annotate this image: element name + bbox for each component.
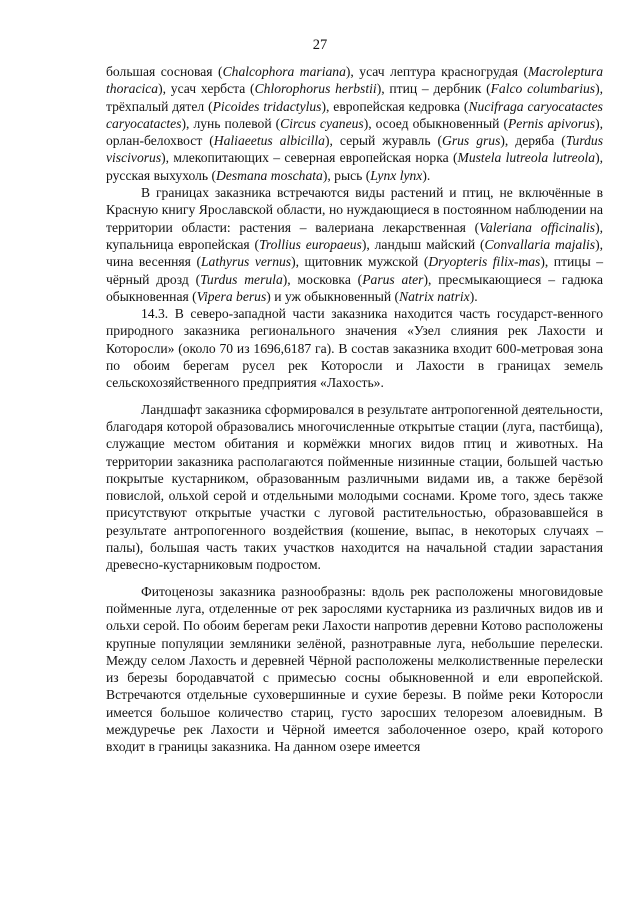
species-latin-name: Lynx lynx [370,167,423,183]
text-run: ), европейская кедровка ( [321,98,469,114]
species-latin-name: Turdus merula [200,271,283,287]
species-latin-name: Chlorophorus herbstii [254,81,377,97]
species-latin-name: Grus grus [442,133,501,149]
text-run: большая сосновая ( [106,64,223,79]
paragraph-red-book-species [106,63,603,184]
text-run: ), усач хербста ( [158,81,255,97]
species-latin-name: Parus ater [362,271,424,287]
page-number: 27 [312,37,328,53]
text-run: ), рысь ( [322,167,371,183]
paragraph-landscape [106,401,603,574]
paragraph-monitored-species [106,184,603,305]
species-latin-name: Mustela lutreola lutreola [457,150,596,166]
paragraph-phytocenoses [106,583,603,756]
body-text [106,63,603,756]
text-run: ), купальница европейская ( [106,219,604,252]
text-run: Ландшафт заказника сформировался в результате антропогенной деятельности, благодаря которой образовались многочисленные открытые стации (луга, пастбища), служащие местом обитания и кормёжки многих видов птиц и животных. На территории заказника располагаются пойменные низинные стации, большей частью покрытые кустарником, образованным различными видами ив, а также берёзой повислой, ольхой серой и отдельными молодыми соснами. Кроме того, здесь также присутствуют открытые участки с луговой растительностью, образовавшейся в результате антропогенного воздействия (кошение, выпас, в некоторых случаях – палы), большая часть таких участков находится на начальной стадии зарастания древесно-кустарниковым подростом. [106,401,603,573]
text-run: ), птиц – дербник ( [376,81,491,97]
text-run: 14.3. В северо-западной части заказника находится часть государст-венного природного заказника регионального значения «Узел слияния рек Лахости и Которосли» (около 70 из 1696,6187 га). В состав заказника входит 600-метровая зона по обоим берегам русел рек Которосли и Лахости в границах земель сельскохозяйственного предприятия «Лахость». [106,306,603,391]
species-latin-name: Picoides tridactylus [212,98,322,114]
text-run: ), орлан-белохвост ( [106,115,604,149]
text-run: Фитоценозы заказника разнообразны: вдоль рек расположены многовидовые пойменные луга, отделенные от рек зарослями кустарника из различных видов ив и ольхи серой. По обоим берегам реки Лахости напротив деревни Котово расположены крупные популяции земляники зелёной, разнотравные луга, небольшие перелески. Между селом Лахость и деревней Чёрной расположены мелколиственные перелески из березы бородавчатой с примесью сосны обыкновенной и ели европейской. Встречаются отдельные суховершинные и сухие березы. В пойме реки Которосли имеется большое количество стариц, густо заросших телорезом алоевидным. В междуречье рек Лахости и Чёрной имеется заболоченное озеро, край которого входит в границы заказника. На данном озере имеется [106,583,603,755]
species-latin-name: Dryopteris filix-mas [428,254,541,270]
species-latin-name: Desmana moschata [216,167,323,183]
species-latin-name: Macroleptura thoracica [106,64,603,97]
species-latin-name: Falco columbarius [490,81,596,97]
text-run: ), серый журавль ( [324,133,443,149]
text-run: ), русская выхухоль ( [106,150,603,183]
text-run: ), щитовник мужской ( [291,254,429,270]
text-run: ), трёхпалый дятел ( [106,81,603,114]
species-latin-name: Chalcophora mariana [222,64,346,79]
text-run: ). [422,167,431,183]
species-latin-name: Valeriana officinalis [479,219,596,235]
paragraph-section-14-3 [106,305,603,391]
species-latin-name: Lathyrus vernus [200,254,292,270]
text-run: ), птицы – чёрный дрозд ( [106,254,604,287]
species-latin-name: Convallaria majalis [484,236,596,252]
text-run: ), чина весенняя ( [106,236,604,270]
text-run: В границах заказника встречаются виды растений и птиц, не включённые в Красную книгу Ярославской области, но нуждающиеся в постоянном наблюдении на территории области: растения – валериана лекарственная ( [106,185,603,235]
text-run: ), млекопитающих – северная европейская норка ( [161,150,458,166]
text-run: ), усач лептура красногрудая ( [345,64,528,79]
text-run: ), осоед обыкновенный ( [363,115,508,131]
species-latin-name: Vipera berus [196,288,267,304]
species-latin-name: Pernis apivorus [507,115,596,131]
species-latin-name: Haliaeetus albicilla [213,133,325,149]
species-latin-name: Nucifraga caryocatactes caryocatactes [106,98,603,131]
species-latin-name: Turdus viscivorus [106,133,604,166]
text-run: ), пресмыкающиеся – гадюка обыкновенная ( [106,271,603,304]
text-run: ), ландыш майский ( [361,236,485,252]
text-run: ), деряба ( [500,133,566,149]
species-latin-name: Circus cyaneus [280,115,364,131]
species-latin-name: Natrix natrix [399,288,470,304]
text-run: ), московка ( [282,271,363,287]
text-run: ). [469,288,478,304]
species-latin-name: Trollius europaeus [259,236,362,252]
text-run: ) и уж обыкновенный ( [266,288,400,304]
text-run: ), лунь полевой ( [181,115,281,131]
